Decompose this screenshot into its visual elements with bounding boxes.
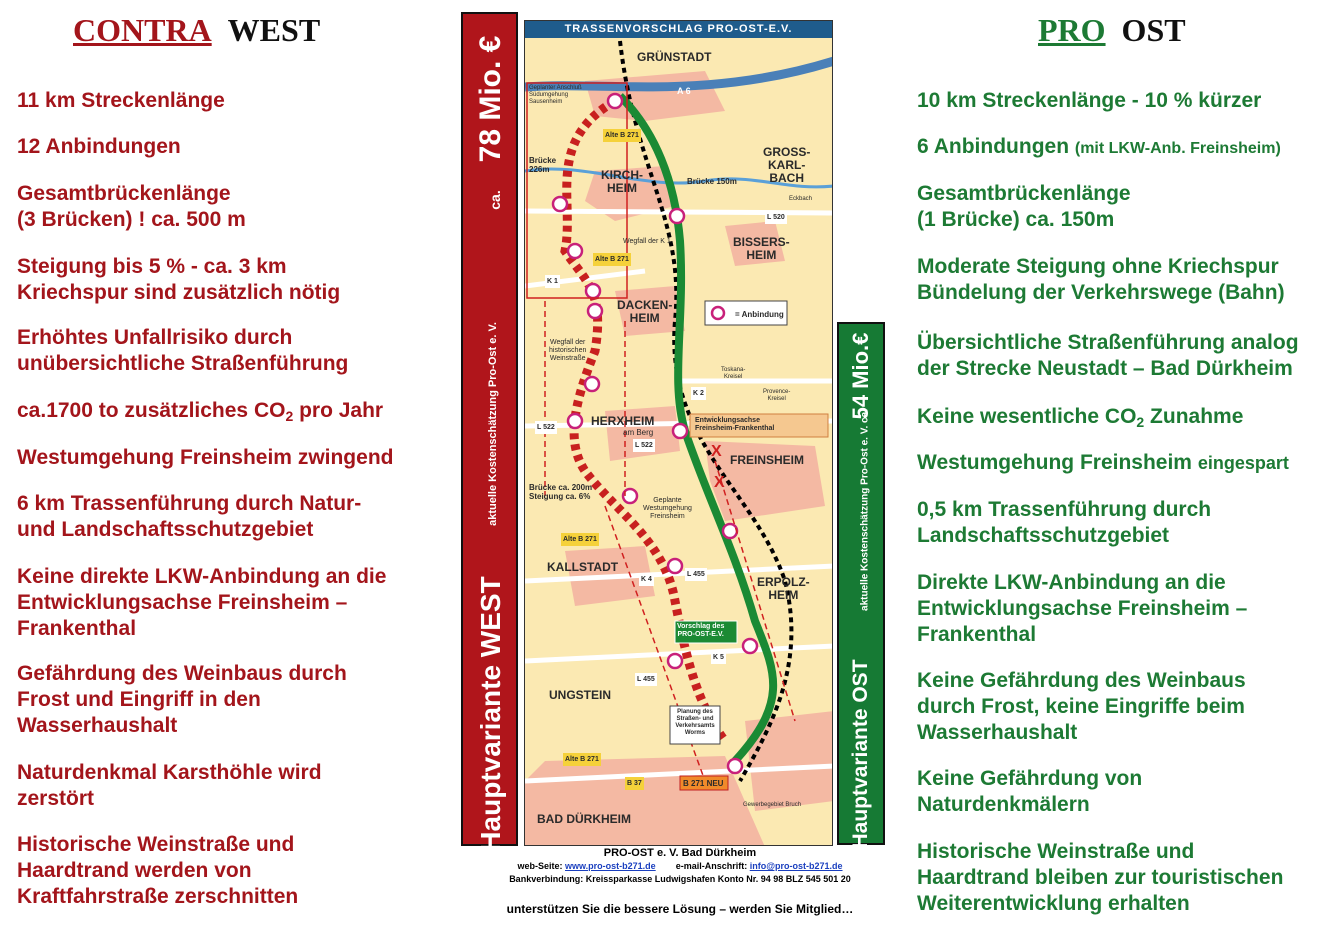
label-eckbach: Eckbach — [789, 196, 813, 202]
label-bruecke150: Brücke 150m — [687, 177, 737, 186]
cross-mark: X — [714, 474, 725, 491]
ost-westumgehung-note: eingespart — [1197, 453, 1289, 473]
label-westumgehung: Geplante Westumgehung Freinsheim — [643, 497, 692, 520]
footer-contacts — [470, 861, 890, 871]
town-area — [585, 71, 725, 121]
label-l455: L 455 — [685, 568, 707, 581]
ost-item: Keine Gefährdung von Naturdenkmälern — [917, 767, 1143, 816]
label-l520: L 520 — [765, 211, 787, 224]
label-k5: K 5 — [711, 651, 726, 664]
label-gewerbegebiet: Gewerbegebiet Bruch — [743, 802, 802, 808]
ost-anbindungen-note: (mit LKW-Anb. Freinsheim) — [1074, 140, 1281, 157]
heading-ost: OST — [1121, 12, 1186, 48]
footer-org: PRO-OST e. V. Bad Dürkheim — [603, 847, 757, 859]
pro-ost-heading — [1038, 12, 1186, 49]
map-title: TRASSENVORSCHLAG PRO-OST-E.V. — [525, 21, 832, 38]
label-alte-b271: Alte B 271 — [563, 753, 601, 766]
west-item: Keine direkte LKW-Anbindung an die Entwicklungsachse Freinsheim – Frankenthal — [17, 565, 387, 640]
town-ungstein: UNGSTEIN — [549, 688, 612, 702]
ost-item: Moderate Steigung ohne Kriechspur Bündelung der Verkehrswege (Bahn) — [917, 255, 1285, 304]
label-alte-b271: Alte B 271 — [561, 533, 599, 546]
ost-bar-estimate: aktuelle Kostenschätzung Pro-Ost e. V. ca. — [859, 409, 871, 611]
footer-cta: unterstützen Sie die bessere Lösung – werden Sie Mitglied… — [506, 902, 854, 916]
label-provence: Provence- Kreisel — [763, 389, 791, 402]
ost-item: Historische Weinstraße und Haardtrand bleiben zur touristischen Weiterentwicklung erhalten — [917, 840, 1284, 915]
co2-subscript: 2 — [1136, 414, 1145, 430]
west-item: Gefährdung des Weinbaus durch Frost und Eingriff in den Wasserhaushalt — [17, 662, 347, 737]
heading-west: WEST — [227, 12, 321, 48]
co2-subscript: 2 — [285, 408, 294, 424]
cross-mark: X — [711, 443, 722, 460]
website-link[interactable]: www.pro-ost-b271.de — [565, 861, 656, 871]
town-bad-duerkheim: BAD DÜRKHEIM — [537, 812, 631, 826]
web-label: web-Seite: — [517, 861, 563, 871]
west-item: 12 Anbindungen — [17, 135, 181, 158]
label-b271-neu: B 271 NEU — [683, 779, 724, 788]
town-dackenheim: DACKEN- HEIM — [617, 298, 673, 325]
label-am-berg: am Berg — [623, 428, 654, 437]
ost-item-westumgehung — [917, 450, 1342, 476]
west-bar-ca: ca. — [487, 190, 503, 210]
label-b37: B 37 — [625, 777, 644, 790]
town-bissersheim: BISSERS- HEIM — [733, 235, 790, 262]
ost-item-anbindungen — [917, 134, 1342, 162]
west-item: Erhöhtes Unfallrisiko durch unübersichtliche Straßenführung — [17, 326, 349, 375]
west-item-co2 — [17, 398, 447, 425]
mail-label: e-mail-Anschrift: — [675, 861, 748, 871]
label-entwicklungsachse: Entwicklungsachse Freinsheim-Frankenthal — [695, 417, 775, 432]
label-l522: L 522 — [633, 439, 655, 452]
label-alte-b271: Alte B 271 — [593, 253, 631, 266]
west-item: Steigung bis 5 % - ca. 3 km Kriechspur sind zusätzlich nötig — [17, 255, 341, 304]
label-bruecke226: Brücke 226m — [529, 156, 557, 174]
label-k1: K 1 — [545, 275, 560, 288]
town-kallstadt: KALLSTADT — [547, 560, 619, 574]
west-item: 6 km Trassenführung durch Natur- und Landschaftsschutzgebiet — [17, 492, 362, 541]
label-wegfall-k: Wegfall der K 1 — [623, 238, 671, 245]
west-item: 11 km Streckenlänge — [17, 89, 225, 112]
label-k4: K 4 — [639, 573, 654, 586]
ost-cost-bar — [837, 322, 885, 849]
ost-item-co2 — [917, 404, 1342, 431]
west-cost-bar — [461, 12, 518, 852]
west-bar-cost: 78 Mio. € — [474, 35, 507, 163]
ost-bar-cost: 54 Mio.€ — [848, 332, 873, 420]
label-legend: = Anbindung — [735, 310, 784, 319]
co2-text-b: Zunahme — [1144, 405, 1244, 428]
west-item: Historische Weinstraße und Haardtrand werden von Kraftfahrstraße zerschnitten — [17, 833, 299, 908]
town-herxheim: HERXHEIM — [591, 414, 655, 428]
ost-item: Übersichtliche Straßenführung analog der Strecke Neustadt – Bad Dürkheim — [917, 331, 1299, 380]
label-vorschlag: Vorschlag des PRO-OST-E.V. — [677, 623, 725, 638]
town-freinsheim: FREINSHEIM — [730, 453, 805, 467]
ost-item: 0,5 km Trassenführung durch Landschaftsschutzgebiet — [917, 498, 1212, 547]
ost-item: 10 km Streckenlänge - 10 % kürzer — [917, 89, 1262, 112]
ost-item: Gesamtbrückenlänge (1 Brücke) ca. 150m — [917, 182, 1131, 231]
heading-contra: CONTRA — [73, 12, 212, 48]
ost-item: Keine Gefährdung des Weinbaus durch Frost, keine Eingriffe beim Wasserhaushalt — [917, 669, 1246, 744]
label-k2: K 2 — [691, 387, 706, 400]
label-l455: L 455 — [635, 673, 657, 686]
west-item: Gesamtbrückenlänge (3 Brücken) ! ca. 500 m — [17, 182, 246, 231]
ost-anbindungen-text: 6 Anbindungen — [917, 135, 1075, 158]
co2-text-a: ca.1700 to zusätzliches CO — [17, 399, 286, 422]
label-planung: Planung des Straßen- und Verkehrsamts Worms — [675, 709, 715, 736]
west-bar-title: Hauptvariante WEST — [475, 576, 506, 852]
label-a6: A 6 — [677, 86, 691, 96]
legend-marker — [712, 307, 724, 319]
email-link[interactable]: info@pro-ost-b271.de — [749, 861, 843, 871]
west-item: Naturdenkmal Karsthöhle wird zerstört — [17, 761, 322, 810]
label-bruecke200: Brücke ca. 200m Steigung ca. 6% — [529, 483, 593, 501]
town-erpolzheim: ERPOLZ- HEIM — [757, 575, 810, 602]
footer-bank: Bankverbindung: Kreissparkasse Ludwigshafen Konto Nr. 94 98 BLZ 545 501 20 — [509, 874, 851, 884]
ost-item: Direkte LKW-Anbindung an die Entwicklungsachse Freinsheim – Frankenthal — [917, 571, 1248, 646]
route-map — [524, 20, 833, 846]
town-grosskarlbach: GROSS- KARL- BACH — [763, 145, 811, 185]
ost-westumgehung-text: Westumgehung Freinsheim — [917, 451, 1198, 474]
heading-pro: PRO — [1038, 12, 1106, 48]
label-anschluss: Geplanter Anschluß Südumgehung Sausenheim — [529, 85, 582, 105]
west-item: Westumgehung Freinsheim zwingend — [17, 446, 394, 469]
label-wegfall-weinstrasse: Wegfall der historischen Weinstraße — [549, 339, 587, 362]
west-bar-estimate: aktuelle Kostenschätzung Pro-Ost e. V. — [487, 322, 499, 526]
label-l522: L 522 — [535, 421, 557, 434]
town-gruenstadt: GRÜNSTADT — [637, 50, 712, 64]
contra-west-heading — [73, 12, 320, 49]
co2-text-a: Keine wesentliche CO — [917, 405, 1137, 428]
town-kirchheim: KIRCH- HEIM — [601, 168, 643, 195]
label-alte-b271: Alte B 271 — [603, 129, 641, 142]
ost-bar-title: Hauptvariante OST — [849, 659, 872, 849]
label-toskana: Toskana- Kreisel — [721, 367, 746, 380]
co2-text-b: pro Jahr — [293, 399, 384, 422]
